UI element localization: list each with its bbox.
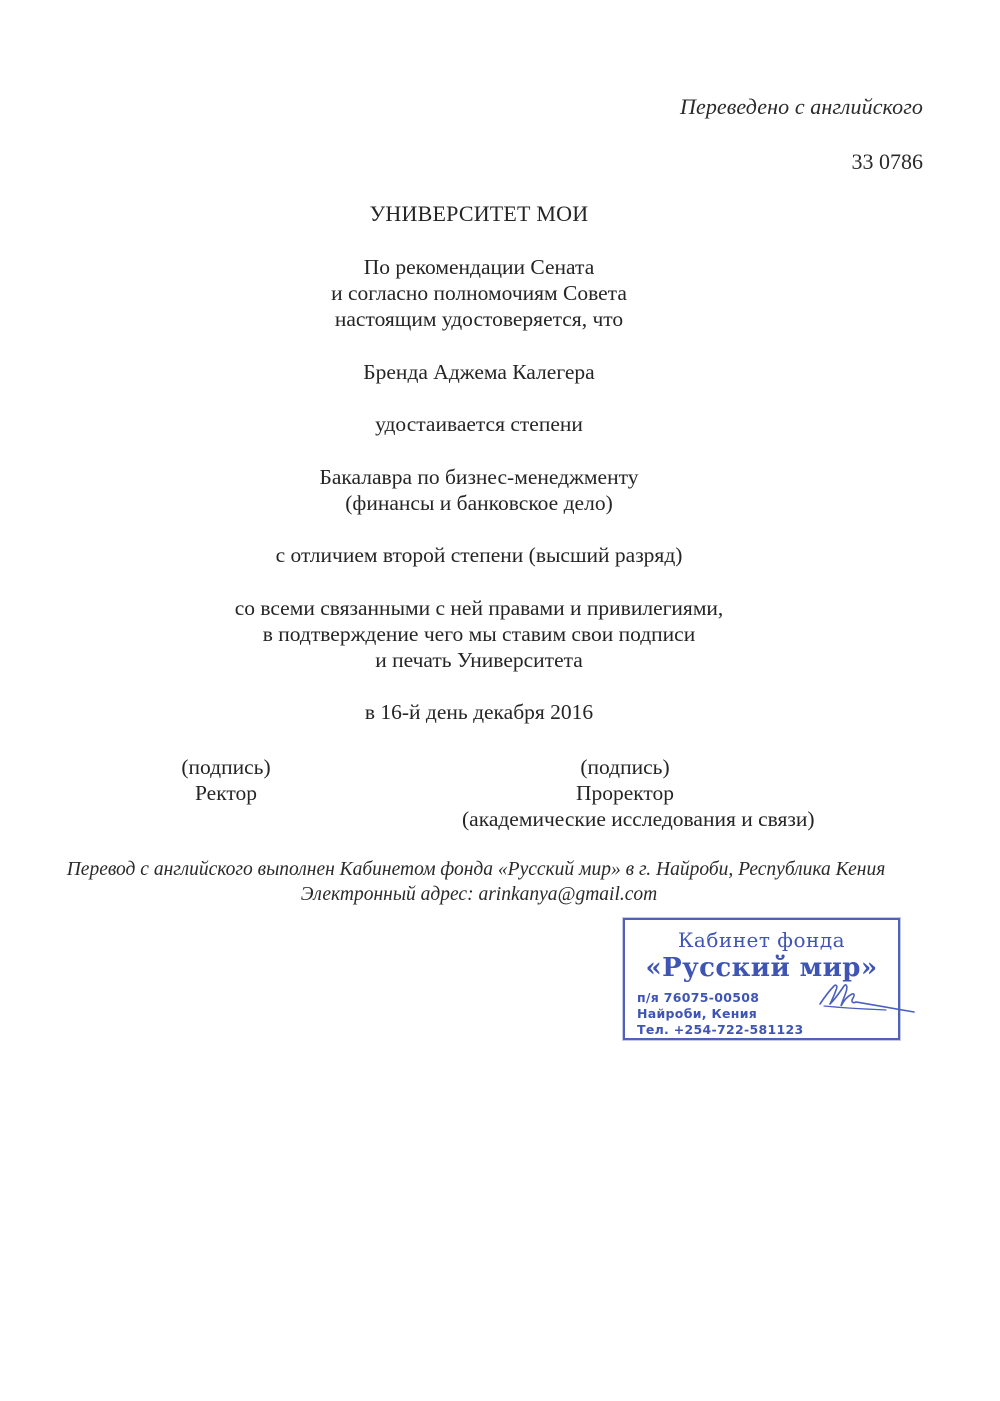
recommendation-line: По рекомендации Сената — [363, 255, 595, 279]
foundation-stamp — [596, 906, 926, 1056]
rector-signature-note: (подпись) — [181, 755, 271, 779]
awarded-text — [0, 411, 958, 437]
document-number: 33 0786 — [851, 149, 923, 174]
recommendation-paragraph — [0, 254, 958, 332]
issue-date-text: в 16-й день декабря 2016 — [364, 700, 594, 724]
recommendation-line: и согласно полномочиям Совета — [331, 281, 627, 305]
degree-title — [0, 464, 958, 516]
translation-credit-text: Перевод с английского выполнен Кабинетом фонда «Русский мир» в г. Найроби, Республика Кения — [66, 859, 886, 880]
handwritten-signature — [814, 968, 924, 1028]
rector-role: Ректор — [195, 781, 257, 805]
degree-line: Бакалавра по бизнес-менеджменту — [319, 465, 639, 489]
stamp-title: Кабинет фонда — [677, 928, 846, 952]
stamp-po-box: п/я 76075-00508 — [637, 990, 760, 1005]
recommendation-line: настоящим удостоверяется, что — [334, 307, 624, 331]
vice-rector-role: Проректор — [575, 781, 675, 805]
issue-date — [0, 699, 958, 725]
university-title-text: УНИВЕРСИТЕТ МОИ — [369, 201, 589, 226]
stamp-contact-lines — [637, 990, 803, 1038]
vice-rector-signature-block — [460, 754, 815, 832]
stamp-phone: Тел. +254-722-581123 — [637, 1022, 804, 1037]
rights-line: в подтверждение чего мы ставим свои подписи — [262, 622, 696, 646]
honours-class — [0, 542, 958, 568]
recipient-name-text: Бренда Аджема Калегера — [363, 360, 595, 384]
recipient-name — [0, 359, 958, 385]
rector-signature-block — [126, 754, 326, 806]
vice-rector-role-detail: (академические исследования и связи) — [462, 807, 815, 831]
translated-from-english-note: Переведено с английского — [679, 94, 923, 119]
honours-text: с отличием второй степени (высший разряд) — [275, 543, 683, 567]
translator-email — [0, 882, 958, 907]
stamp-city: Найроби, Кения — [637, 1006, 758, 1021]
rights-line: и печать Университета — [375, 648, 583, 672]
translation-credit — [0, 857, 952, 882]
vice-rector-signature-note: (подпись) — [580, 755, 670, 779]
awarded-text-line: удостаивается степени — [375, 412, 583, 436]
university-title — [0, 201, 958, 227]
degree-line: (финансы и банковское дело) — [345, 491, 613, 515]
rights-line: со всеми связанными с ней правами и привилегиями, — [234, 596, 724, 620]
stamp-name: «Русский мир» — [645, 953, 878, 983]
rights-paragraph — [0, 595, 958, 673]
translator-email-text: Электронный адрес: arinkanya@gmail.com — [300, 884, 658, 905]
